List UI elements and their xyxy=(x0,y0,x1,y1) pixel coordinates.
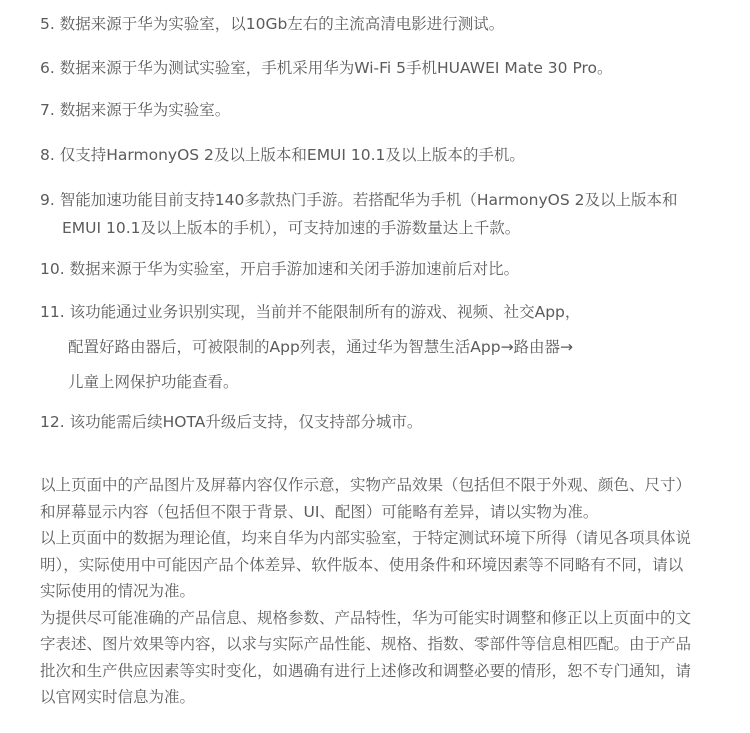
footnote-number: 10. xyxy=(40,260,65,278)
footnote-text: 该功能通过业务识别实现，当前并不能限制所有的游戏、视频、社交App， xyxy=(69,303,581,321)
footnote-text: 数据来源于华为实验室。 xyxy=(59,101,231,119)
footnote-text: 数据来源于华为实验室，开启手游加速和关闭手游加速前后对比。 xyxy=(69,260,520,278)
footnote-text: 该功能需后续HOTA升级后支持，仅支持部分城市。 xyxy=(69,413,423,431)
footnote-11 xyxy=(40,302,710,392)
footnote-6 xyxy=(40,58,710,78)
footnote-number: 9. xyxy=(40,191,55,209)
footnote-7 xyxy=(40,100,710,120)
disclaimer-paragraph: 为提供尽可能准确的产品信息、规格参数、产品特性，华为可能实时调整和修正以上页面中的文字表述、图片效果等内容，以求与实际产品性能、规格、指数、零部件等信息相匹配。由于产品批次和生产供应因素等实时变化，如遇确有进行上述修改和调整必要的情形，恕不专门通知，请以官网实时信息为准。 xyxy=(40,608,692,706)
footnote-number: 8. xyxy=(40,146,55,164)
footnote-text-continuation: EMUI 10.1及以上版本的手机），可支持加速的手游数量达上千款。 xyxy=(62,219,521,237)
footnote-12 xyxy=(40,412,710,432)
footnote-9 xyxy=(40,190,710,238)
footnote-number: 6. xyxy=(40,59,55,77)
footnote-10 xyxy=(40,259,710,279)
footnote-text: 智能加速功能目前支持140多款热门手游。若搭配华为手机（HarmonyOS 2及以上版本和 xyxy=(59,191,678,209)
footnote-8 xyxy=(40,145,710,165)
footnote-number: 7. xyxy=(40,101,55,119)
footnote-text: 数据来源于华为实验室，以10Gb左右的主流高清电影进行测试。 xyxy=(59,15,505,33)
footnote-5 xyxy=(40,14,710,34)
footnote-number: 11. xyxy=(40,303,65,321)
footnote-text-continuation: 配置好路由器后，可被限制的App列表，通过华为智慧生活App→路由器→ xyxy=(68,338,574,356)
disclaimer-paragraph: 以上页面中的数据为理论值，均来自华为内部实验室，于特定测试环境下所得（请见各项具体说明），实际使用中可能因产品个体差异、软件版本、使用条件和环境因素等不同略有不同，请以实际使用的情况为准。 xyxy=(40,529,692,600)
disclaimer-paragraph: 以上页面中的产品图片及屏幕内容仅作示意，实物产品效果（包括但不限于外观、颜色、尺寸）和屏幕显示内容（包括但不限于背景、UI、配图）可能略有差异，请以实物为准。 xyxy=(40,476,692,521)
disclaimer-block xyxy=(40,472,695,711)
footnote-text-continuation: 儿童上网保护功能查看。 xyxy=(68,373,239,391)
footnote-number: 12. xyxy=(40,413,65,431)
footnote-text: 数据来源于华为测试实验室，手机采用华为Wi-Fi 5手机HUAWEI Mate 30 Pro。 xyxy=(59,59,613,77)
footnote-number: 5. xyxy=(40,15,55,33)
footnote-text: 仅支持HarmonyOS 2及以上版本和EMUI 10.1及以上版本的手机。 xyxy=(59,146,525,164)
